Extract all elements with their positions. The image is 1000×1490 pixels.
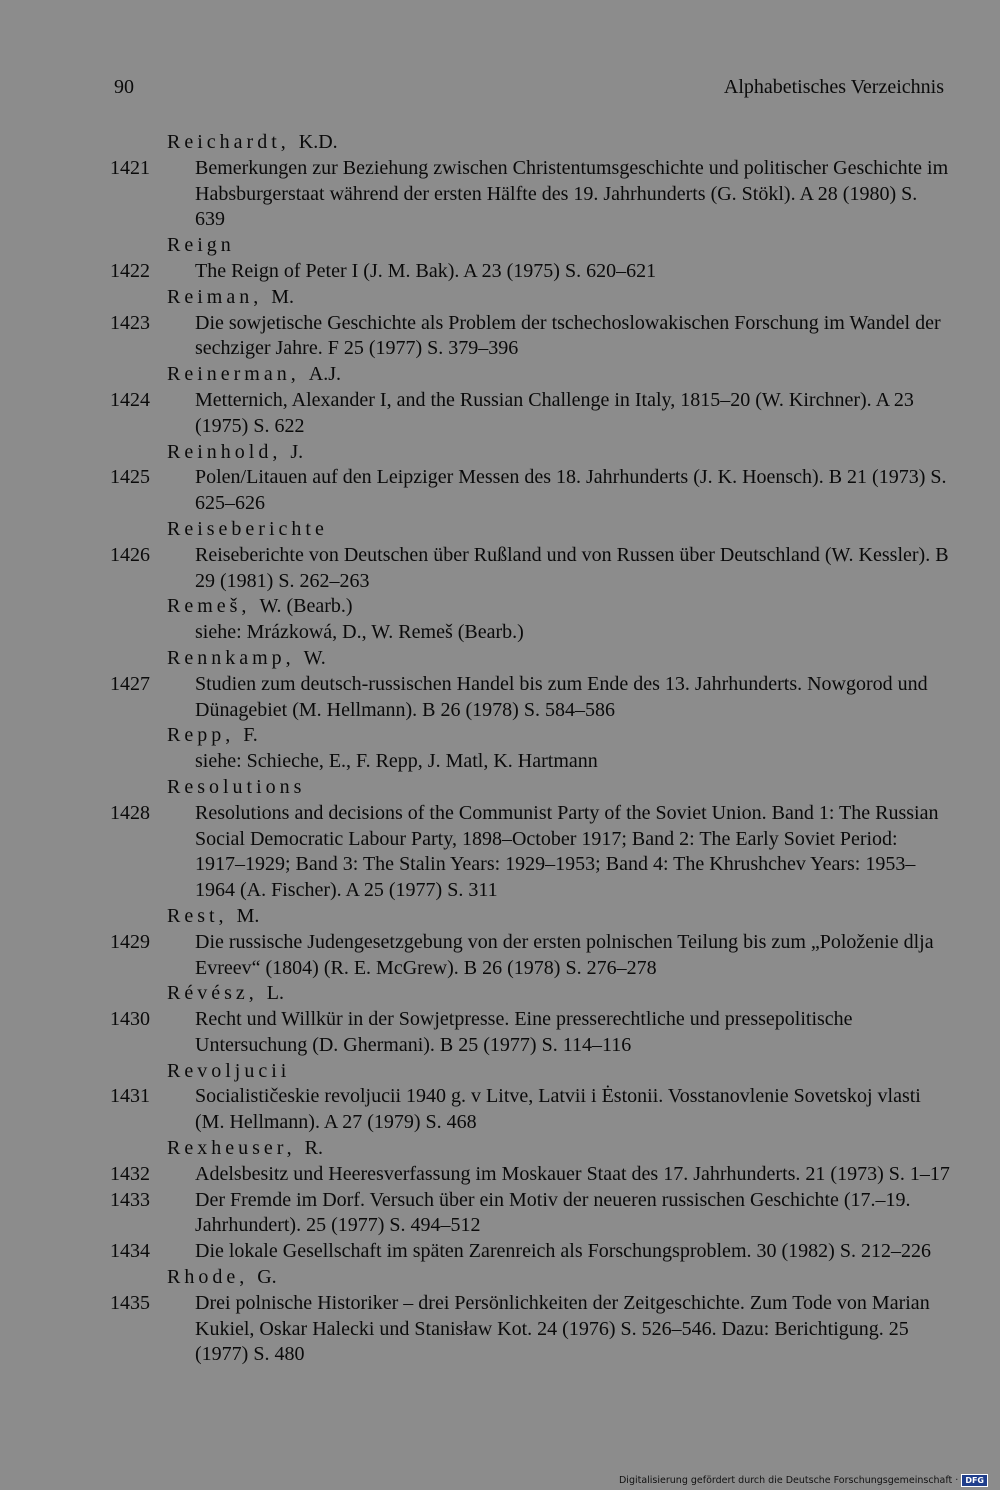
item-text: Die lokale Gesellschaft im späten Zarenreich als Forschungsproblem. 30 (1982) S. 212–226 bbox=[195, 1240, 931, 1263]
heading-initials: G. bbox=[257, 1266, 277, 1289]
index-item bbox=[110, 388, 950, 440]
index-item bbox=[110, 930, 950, 982]
heading-initials: A.J. bbox=[308, 363, 341, 386]
item-text: Reiseberichte von Deutschen über Rußland und von Russen über Deutschland (W. Kessler). B 29 (1981) S. 262–263 bbox=[195, 543, 949, 592]
heading-initials: M. bbox=[236, 904, 260, 927]
author-heading bbox=[110, 517, 950, 543]
author-heading bbox=[110, 981, 950, 1007]
heading-initials: L. bbox=[266, 982, 284, 1005]
heading-initials: R. bbox=[304, 1137, 323, 1160]
item-text: Studien zum deutsch-russischen Handel bis zum Ende des 13. Jahrhunderts. Nowgorod und Dünagebiet (M. Hellmann). B 26 (1978) S. 584–586 bbox=[195, 672, 928, 721]
item-number: 1434 bbox=[110, 1240, 150, 1263]
heading-name: Reichardt, bbox=[167, 131, 290, 153]
author-heading bbox=[110, 775, 950, 801]
heading-name: Rexheuser, bbox=[167, 1137, 296, 1160]
heading-name: Révész, bbox=[167, 982, 258, 1005]
heading-name: Rennkamp, bbox=[167, 646, 295, 669]
author-heading bbox=[110, 646, 950, 672]
heading-initials: W. (Bearb.) bbox=[259, 595, 353, 618]
item-number: 1427 bbox=[110, 672, 150, 695]
heading-name: Resolutions bbox=[167, 775, 306, 798]
item-number: 1432 bbox=[110, 1162, 150, 1185]
heading-initials: K.D. bbox=[298, 131, 338, 153]
item-number: 1429 bbox=[110, 930, 150, 953]
heading-name: Remeš, bbox=[167, 595, 251, 618]
index-item bbox=[110, 1162, 950, 1188]
item-text: Die russische Judengesetzgebung von der ersten polnischen Teilung bis zum „Položenie dlja Evreev“ (1804) (R. E. McGrew). B 26 (1978) S. 276–278 bbox=[195, 930, 934, 979]
heading-name: Repp, bbox=[167, 724, 235, 747]
heading-name: Reiman, bbox=[167, 285, 263, 308]
index-item bbox=[110, 672, 950, 724]
item-text: Die sowjetische Geschichte als Problem der tschechoslowakischen Forschung im Wandel der sechziger Jahre. F 25 (1977) S. 379–396 bbox=[195, 311, 941, 360]
cross-reference: siehe: Mrázkowá, D., W. Remeš (Bearb.) bbox=[195, 621, 524, 644]
author-heading bbox=[110, 285, 950, 311]
item-text: Resolutions and decisions of the Communist Party of the Soviet Union. Band 1: The Russian Social Democratic Labour Party, 1898–October 1917; Band 2: The Early Soviet Period: 1917–1929; Band 3: The Stalin Years: 1929–1953; Band 4: The Khrushchev Years: 1953–1964 (A. Fischer). A 25 (1977) S. 311 bbox=[195, 801, 939, 902]
author-heading bbox=[110, 904, 950, 930]
item-text: Bemerkungen zur Beziehung zwischen Christentumsgeschichte und politischer Geschichte im Habsburgerstaat während der ersten Hälfte des 19. Jahrhunderts (G. Stökl). A 28 (1980) S. 639 bbox=[195, 156, 949, 231]
item-number: 1423 bbox=[110, 311, 150, 334]
author-heading bbox=[110, 594, 950, 620]
author-heading bbox=[110, 130, 950, 156]
author-heading bbox=[110, 362, 950, 388]
index-item bbox=[110, 156, 950, 233]
dfg-logo: DFG bbox=[961, 1474, 988, 1487]
heading-name: Reinhold, bbox=[167, 440, 282, 463]
heading-name: Reiseberichte bbox=[167, 517, 328, 540]
item-text: Der Fremde im Dorf. Versuch über ein Motiv der neueren russischen Geschichte (17.–19. Jahrhundert). 25 (1977) S. 494–512 bbox=[195, 1188, 911, 1237]
item-number: 1425 bbox=[110, 466, 150, 489]
item-number: 1421 bbox=[110, 156, 150, 179]
item-number: 1424 bbox=[110, 388, 150, 411]
item-text: The Reign of Peter I (J. M. Bak). A 23 (1975) S. 620–621 bbox=[195, 259, 657, 282]
author-heading bbox=[110, 233, 950, 259]
index-item bbox=[110, 1084, 950, 1136]
heading-name: Reinerman, bbox=[167, 363, 300, 386]
item-number: 1426 bbox=[110, 543, 150, 566]
index-item bbox=[110, 1188, 950, 1240]
index-item bbox=[110, 311, 950, 363]
item-text: Polen/Litauen auf den Leipziger Messen des 18. Jahrhunderts (J. K. Hoensch). B 21 (1973) S. 625–626 bbox=[195, 466, 947, 515]
author-heading bbox=[110, 723, 950, 749]
item-number: 1433 bbox=[110, 1188, 150, 1211]
heading-name: Reign bbox=[167, 234, 235, 257]
index-item bbox=[110, 543, 950, 595]
index-entries bbox=[110, 130, 950, 1368]
item-number: 1422 bbox=[110, 259, 150, 282]
item-number: 1435 bbox=[110, 1291, 150, 1314]
item-number: 1428 bbox=[110, 801, 150, 824]
index-item bbox=[110, 801, 950, 904]
index-item bbox=[110, 1239, 950, 1265]
item-text: Adelsbesitz und Heeresverfassung im Moskauer Staat des 17. Jahrhunderts. 21 (1973) S. 1–17 bbox=[195, 1162, 950, 1185]
running-title: Alphabetisches Verzeichnis bbox=[723, 76, 944, 98]
item-text: Drei polnische Historiker – drei Persönlichkeiten der Zeitgeschichte. Zum Tode von Marian Kukiel, Oskar Halecki und Stanisław Kot. 24 (1976) S. 526–546. Dazu: Berichtigung. 25 (1977) S. 480 bbox=[195, 1291, 930, 1366]
item-text: Recht und Willkür in der Sowjetpresse. Eine presserechtliche und pressepolitische Untersuchung (D. Ghermani). B 25 (1977) S. 114–116 bbox=[195, 1008, 853, 1056]
item-number: 1431 bbox=[110, 1085, 150, 1108]
item-text: Socialističeskie revoljucii 1940 g. v Litve, Latvii i Ėstonii. Vosstanovlenie Sovetskoj vlasti (M. Hellmann). A 27 (1979) S. 468 bbox=[195, 1085, 921, 1134]
digitization-credit bbox=[619, 1474, 988, 1487]
page-number: 90 bbox=[114, 76, 134, 98]
heading-initials: W. bbox=[303, 646, 326, 669]
index-item bbox=[110, 1007, 950, 1059]
author-heading bbox=[110, 1265, 950, 1291]
author-heading bbox=[110, 1059, 950, 1085]
heading-initials: F. bbox=[243, 724, 258, 747]
cross-reference: siehe: Schieche, E., F. Repp, J. Matl, K. Hartmann bbox=[195, 750, 598, 773]
page-header bbox=[114, 76, 944, 102]
heading-initials: M. bbox=[271, 285, 295, 308]
index-item bbox=[110, 259, 950, 285]
index-item bbox=[110, 465, 950, 517]
heading-name: Revoljucii bbox=[167, 1059, 291, 1082]
heading-initials: J. bbox=[290, 440, 304, 463]
author-heading bbox=[110, 1136, 950, 1162]
heading-name: Rest, bbox=[167, 904, 228, 927]
author-heading bbox=[110, 440, 950, 466]
heading-name: Rhode, bbox=[167, 1266, 249, 1289]
credit-text: Digitalisierung gefördert durch die Deutsche Forschungsgemeinschaft · bbox=[618, 1475, 959, 1486]
item-number: 1430 bbox=[110, 1008, 150, 1031]
item-text: Metternich, Alexander I, and the Russian Challenge in Italy, 1815–20 (W. Kirchner). A 23 (1975) S. 622 bbox=[195, 388, 914, 437]
index-item bbox=[110, 1291, 950, 1368]
